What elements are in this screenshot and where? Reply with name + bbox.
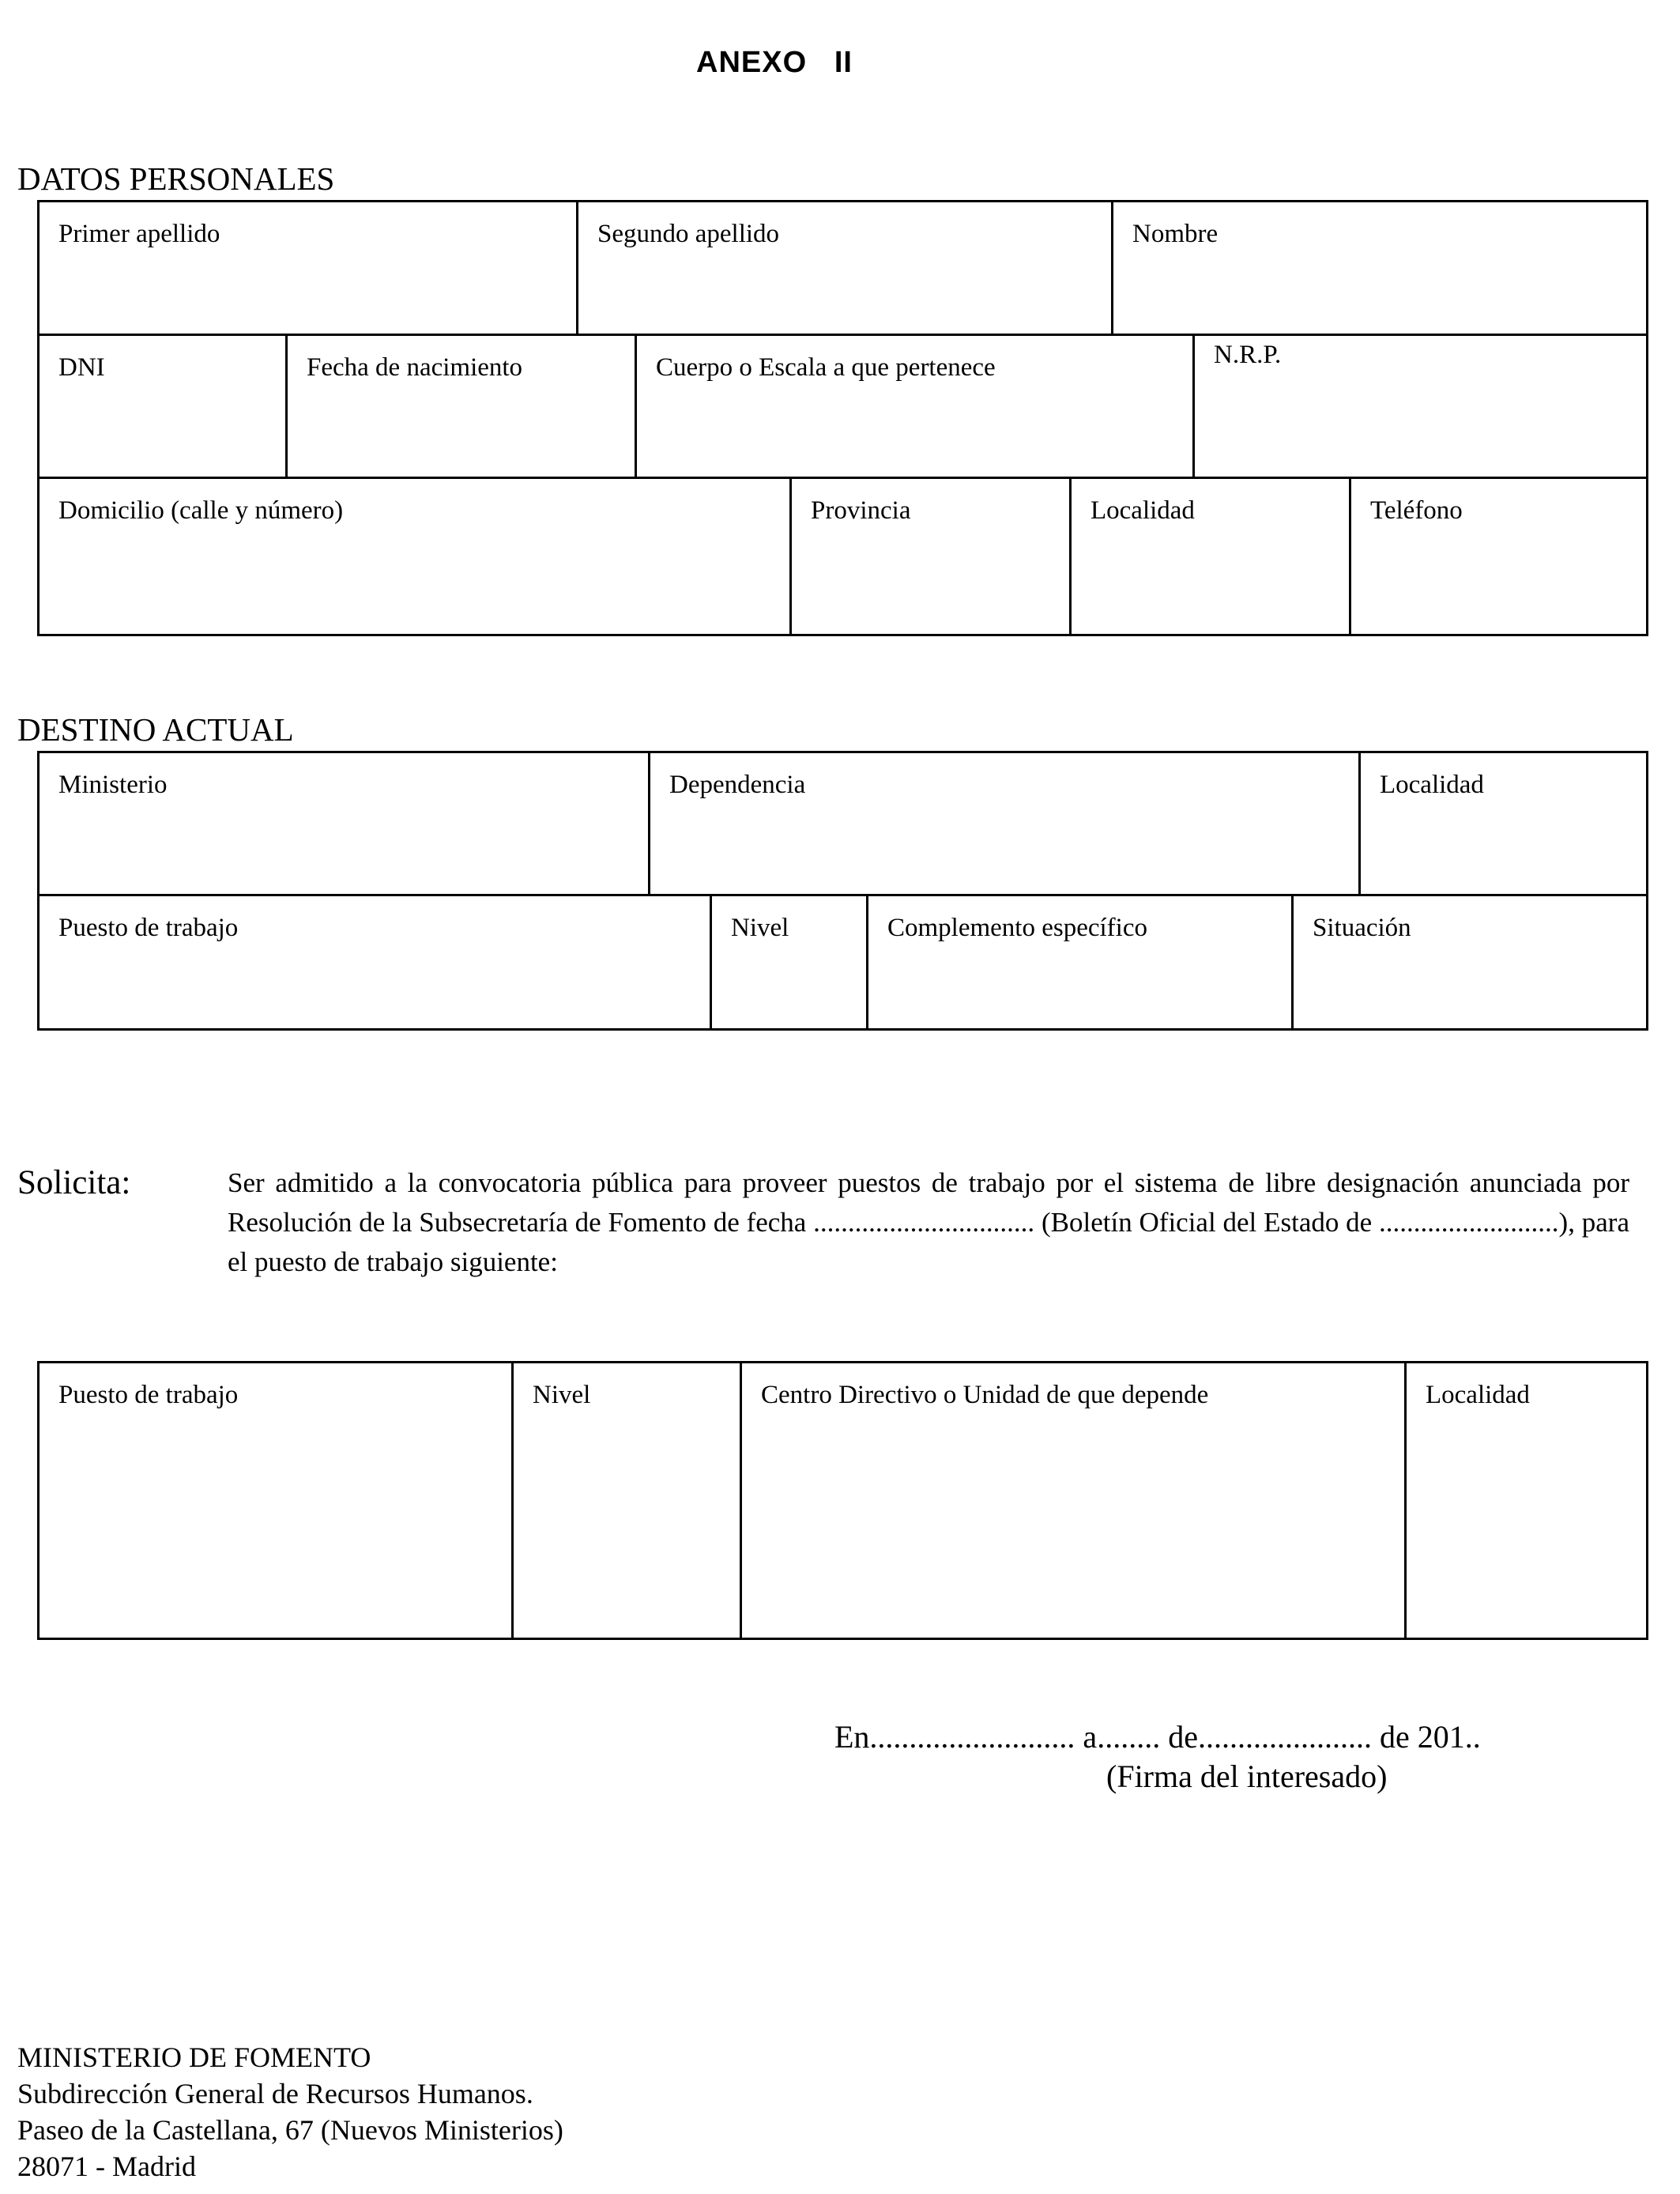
footer-line: 28071 - Madrid [17, 2151, 196, 2182]
field-label: N.R.P. [1214, 341, 1282, 369]
section-heading-datos-personales: DATOS PERSONALES [17, 160, 335, 197]
field-dni[interactable] [40, 336, 285, 477]
field-situacion[interactable] [1294, 896, 1646, 1028]
footer-line: Paseo de la Castellana, 67 (Nuevos Ministerios) [17, 2114, 563, 2146]
field-label: DNI [58, 353, 105, 382]
fecha-line: En.......................... a........ de...................... de 201.. [834, 1719, 1481, 1755]
field-label: Fecha de nacimiento [307, 353, 523, 382]
puesto-solicitado-table [37, 1361, 1648, 1640]
section-heading-destino-actual: DESTINO ACTUAL [17, 711, 294, 748]
page-title: ANEXO II [696, 46, 853, 79]
datos-personales-table [37, 200, 1648, 636]
field-nivel-solicitado[interactable] [514, 1363, 740, 1638]
field-nombre[interactable] [1113, 202, 1646, 334]
field-centro-directivo[interactable] [742, 1363, 1404, 1638]
field-label: Complemento específico [887, 914, 1147, 942]
field-nrp[interactable] [1195, 336, 1646, 477]
footer-address [17, 2039, 563, 2185]
field-label: Nivel [533, 1381, 591, 1409]
field-localidad[interactable] [1072, 479, 1349, 634]
field-localidad-destino[interactable] [1361, 753, 1646, 894]
field-label: Ministerio [58, 771, 168, 799]
field-label: Dependencia [669, 771, 806, 799]
field-primer-apellido[interactable] [40, 202, 576, 334]
field-puesto-trabajo-solicitado[interactable] [40, 1363, 511, 1638]
field-label: Puesto de trabajo [58, 914, 239, 942]
firma-label: (Firma del interesado) [1106, 1759, 1388, 1794]
solicita-text: Ser admitido a la convocatoria pública para proveer puestos de trabajo por el sistema de libre designación anunciada por Resolución de la Subsecretaría de Fomento de fecha ................................ (Boletín Oficial del Estado de ..........................), para el puesto de trabajo siguiente: [228, 1167, 1629, 1277]
field-label: Nombre [1132, 220, 1219, 248]
field-complemento-especifico[interactable] [868, 896, 1291, 1028]
footer-line: MINISTERIO DE FOMENTO [17, 2041, 371, 2073]
field-fecha-nacimiento[interactable] [288, 336, 635, 477]
field-label: Localidad [1090, 496, 1195, 525]
field-domicilio[interactable] [40, 479, 789, 634]
field-localidad-solicitado[interactable] [1407, 1363, 1646, 1638]
field-cuerpo-escala[interactable] [637, 336, 1192, 477]
field-label: Cuerpo o Escala a que pertenece [656, 353, 996, 382]
solicita-label: Solicita: [17, 1164, 131, 1201]
field-segundo-apellido[interactable] [578, 202, 1111, 334]
field-puesto-trabajo-actual[interactable] [40, 896, 710, 1028]
field-label: Teléfono [1370, 496, 1463, 525]
field-label: Situación [1313, 914, 1411, 942]
field-ministerio[interactable] [40, 753, 648, 894]
field-dependencia[interactable] [650, 753, 1358, 894]
destino-actual-table [37, 751, 1648, 1031]
field-label: Provincia [811, 496, 911, 525]
field-label: Localidad [1380, 771, 1484, 799]
field-label: Domicilio (calle y número) [58, 496, 344, 525]
field-label: Puesto de trabajo [58, 1381, 239, 1409]
field-label: Nivel [731, 914, 789, 942]
field-label: Localidad [1426, 1381, 1530, 1409]
field-label: Centro Directivo o Unidad de que depende [761, 1381, 1209, 1409]
field-telefono[interactable] [1351, 479, 1646, 634]
field-label: Segundo apellido [597, 220, 780, 248]
field-provincia[interactable] [792, 479, 1069, 634]
field-nivel-actual[interactable] [712, 896, 866, 1028]
field-label: Primer apellido [58, 220, 220, 248]
footer-line: Subdirección General de Recursos Humanos. [17, 2078, 533, 2109]
